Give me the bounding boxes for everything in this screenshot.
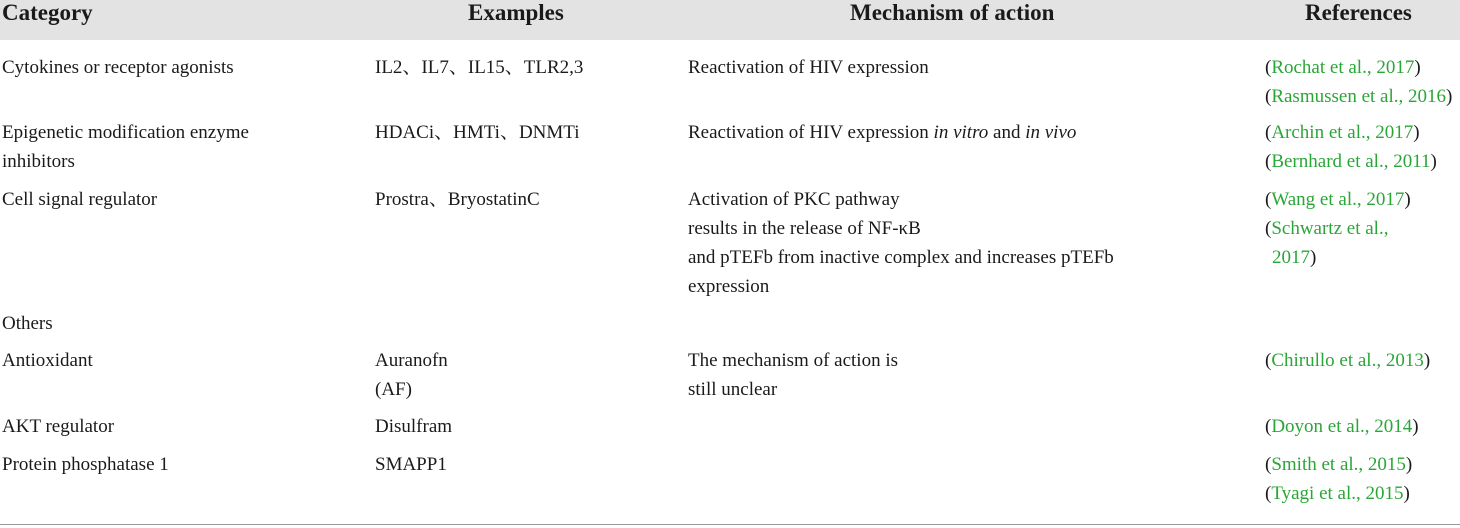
reference-link[interactable]: Schwartz et al., [1271, 218, 1389, 239]
table-row-category: inhibitors [2, 151, 75, 172]
mechanism-text: Reactivation of HIV expression [688, 122, 934, 143]
mechanism-italic: in vitro [933, 122, 989, 143]
table-row-category: Others [2, 313, 53, 334]
table-header [0, 0, 1460, 40]
reference-item[interactable]: (Bernhard et al., 2011) [1265, 151, 1437, 172]
table-row-category: Antioxidant [2, 350, 93, 371]
mechanism-italic: in vivo [1025, 122, 1077, 143]
reference-link[interactable]: Archin et al., 2017 [1271, 122, 1414, 143]
reference-link[interactable]: Wang et al., 2017 [1271, 189, 1405, 210]
reference-link[interactable]: Rochat et al., 2017 [1271, 57, 1415, 78]
table-row-examples: HDACi、HMTi、DNMTi [375, 122, 580, 143]
reference-item[interactable]: (Archin et al., 2017) [1265, 122, 1420, 143]
table-row-mechanism: still unclear [688, 379, 778, 400]
reference-link[interactable]: Rasmussen et al., 2016 [1271, 86, 1447, 107]
mechanism-text: and [988, 122, 1026, 143]
table-row-mechanism: Activation of PKC pathway [688, 189, 900, 210]
header-references: References [1305, 0, 1412, 25]
reference-item[interactable]: (Chirullo et al., 2013) [1265, 350, 1431, 371]
reference-item[interactable]: (Rochat et al., 2017) [1265, 57, 1421, 78]
reference-link[interactable]: 2017 [1272, 247, 1310, 268]
reference-item[interactable]: (Schwartz et al., [1265, 218, 1389, 239]
table-row-mechanism: and pTEFb from inactive complex and increases pTEFb [688, 247, 1114, 268]
table-row-mechanism: The mechanism of action is [688, 350, 898, 371]
reference-link[interactable]: Doyon et al., 2014 [1271, 416, 1413, 437]
table-row-category: AKT regulator [2, 416, 115, 437]
table-row-examples: (AF) [375, 379, 412, 400]
header-mechanism: Mechanism of action [850, 0, 1055, 25]
reference-item[interactable]: (Smith et al., 2015) [1265, 454, 1413, 475]
table-row-category: Cell signal regulator [2, 189, 158, 210]
reference-link[interactable]: Chirullo et al., 2013 [1271, 350, 1424, 371]
table-row-examples: Prostra、BryostatinC [375, 189, 540, 210]
reference-item[interactable]: (Tyagi et al., 2015) [1265, 483, 1410, 504]
header-examples: Examples [468, 0, 564, 25]
table-row-category: Cytokines or receptor agonists [2, 57, 234, 78]
table-row-mechanism: expression [688, 276, 770, 297]
table-row-examples: SMAPP1 [375, 454, 447, 475]
reference-item[interactable]: (Rasmussen et al., 2016) [1265, 86, 1453, 107]
header-category: Category [2, 0, 93, 25]
table-row-category: Protein phosphatase 1 [2, 454, 169, 475]
reference-link[interactable]: Tyagi et al., 2015 [1271, 483, 1404, 504]
table-row-mechanism: Reactivation of HIV expression [688, 57, 929, 78]
table-row-mechanism [688, 118, 1076, 147]
table-row-examples: IL2、IL7、IL15、TLR2,3 [375, 57, 584, 78]
table-row-category: Epigenetic modification enzyme [2, 122, 249, 143]
table-row-examples: Auranofn [375, 350, 448, 371]
reference-link[interactable]: Bernhard et al., 2011 [1271, 151, 1431, 172]
table-row-examples: Disulfram [375, 416, 453, 437]
reference-item[interactable]: (Wang et al., 2017) [1265, 189, 1411, 210]
table-bottom-rule [0, 524, 1460, 525]
reference-link[interactable]: Smith et al., 2015 [1271, 454, 1406, 475]
reference-item[interactable]: (Doyon et al., 2014) [1265, 416, 1419, 437]
table-row-mechanism: results in the release of NF-κB [688, 218, 921, 239]
reference-item[interactable]: 2017) [1272, 247, 1317, 268]
